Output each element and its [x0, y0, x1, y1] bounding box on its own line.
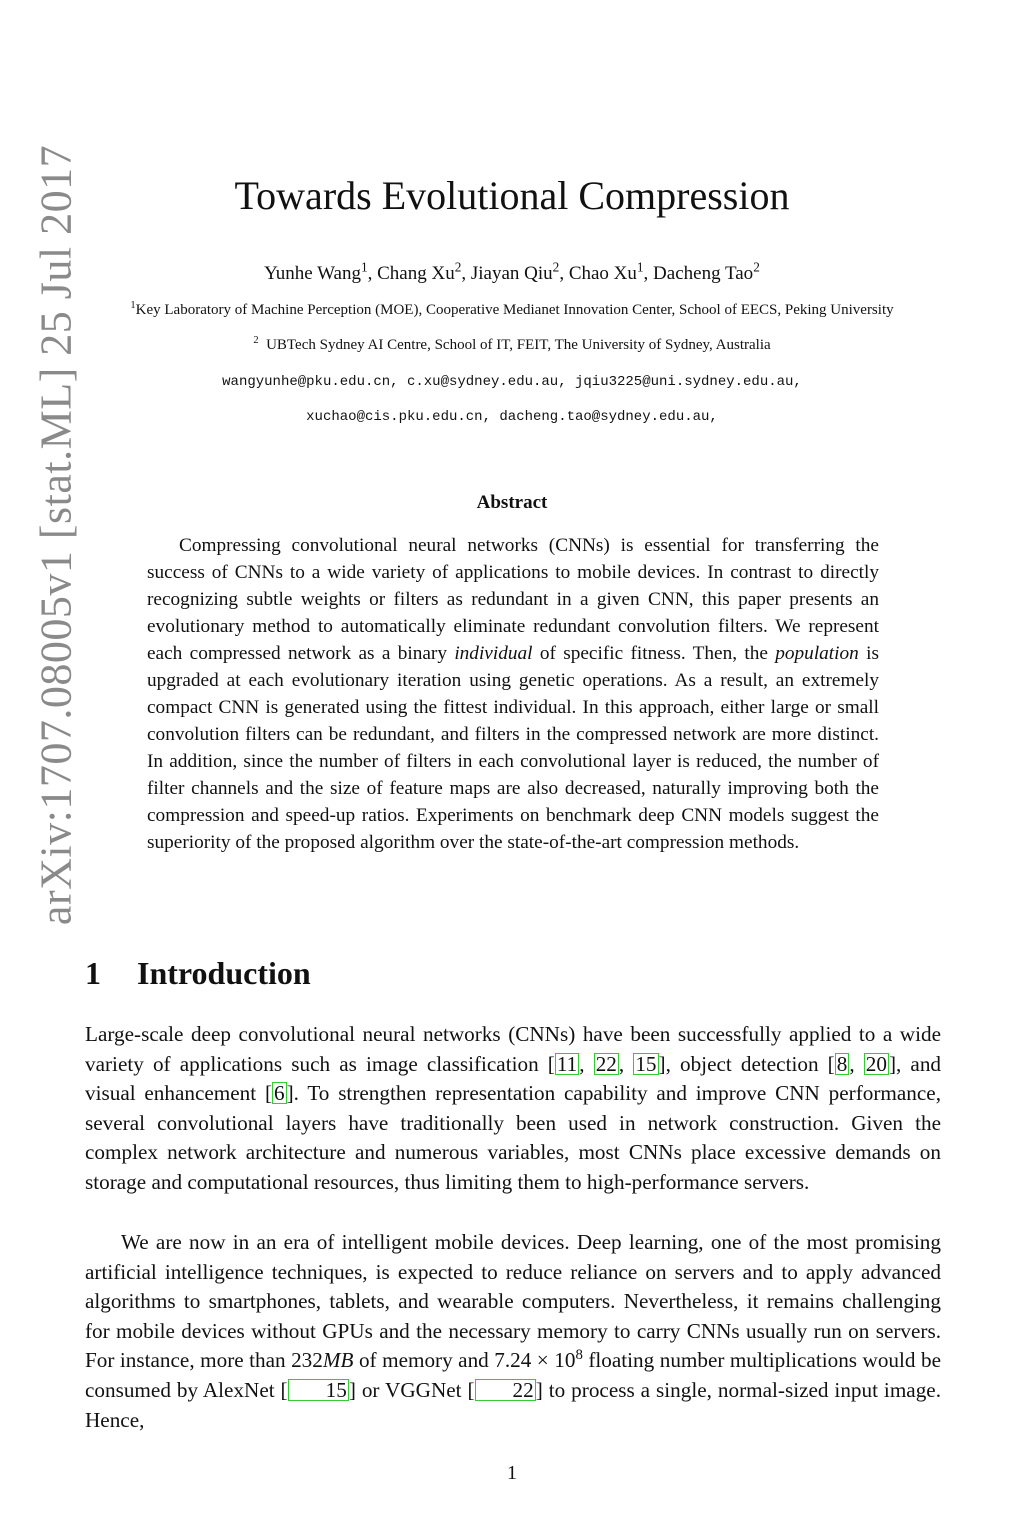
affiliation-mark: 1	[636, 259, 644, 275]
author-name: , Dacheng Tao	[643, 263, 754, 284]
paragraph-text: ], object detection [	[658, 1051, 835, 1076]
affiliation-2	[0, 337, 1024, 354]
arxiv-identifier: arXiv:1707.08005v1 [stat.ML] 25 Jul 2017	[31, 144, 80, 926]
citation-link[interactable]: 11	[556, 1051, 578, 1076]
affiliation-1	[0, 302, 1024, 319]
abstract-text: is upgraded at each evolutionary iteration using genetic operations. As a result, an extremely compact CNN is generated using the fittest individual. In this approach, either large or small convolution filters can be redundant, and filters in the compressed network are more distinct. In addition, since the number of filters in each convolutional layer is reduced, the number of filter channels and the size of feature maps are also decreased, naturally improving both the compression and speed-up ratios. Experiments on benchmark deep CNN models suggest the superiority of the proposed algorithm over the state-of-the-art compression methods.	[147, 643, 879, 853]
section-number: 1	[85, 955, 101, 991]
author-name: , Chao Xu	[559, 263, 637, 284]
section-title: Introduction	[137, 955, 311, 991]
paragraph-text: floating number multiplications would be consumed by AlexNet [	[85, 1348, 941, 1402]
citation-link[interactable]: 22	[595, 1051, 617, 1076]
unit-emphasis: MB	[322, 1348, 354, 1373]
citation-separator: ,	[849, 1051, 864, 1076]
paragraph-text: of memory and 7.24 × 10	[353, 1348, 576, 1373]
paragraph-text: Large-scale deep convolutional neural networks (CNNs) have been successfully applied to a wide variety of applications such as image classification [	[85, 1022, 941, 1076]
section-heading-introduction	[85, 955, 311, 992]
abstract-emphasis: population	[775, 643, 859, 664]
affiliation-mark: 2	[454, 259, 462, 275]
citation-link[interactable]: 15	[635, 1051, 657, 1076]
citation-link[interactable]: 20	[865, 1051, 887, 1076]
affiliation-mark: 2	[753, 259, 760, 275]
exponent: 8	[575, 1347, 583, 1364]
affiliation-text: Key Laboratory of Machine Perception (MOE), Cooperative Medianet Innovation Center, School of EECS, Peking University	[135, 302, 894, 318]
citation-link[interactable]: 6	[274, 1081, 285, 1106]
paper-title: Towards Evolutional Compression	[234, 173, 790, 218]
citation-link[interactable]: 22	[475, 1379, 536, 1401]
citation-separator: ,	[618, 1051, 634, 1076]
abstract-text: Compressing convolutional neural networks (CNNs) is essential for transferring the success of CNNs to a wide variety of applications to mobile devices. In contrast to directly recognizing subtle weights or filters as redundant in a given CNN, this paper presents an evolutionary method to automatically eliminate redundant convolution filters. We represent each compressed network as a binary	[147, 535, 879, 664]
paragraph-text: We are now in an era of intelligent mobile devices. Deep learning, one of the most promising artificial intelligence techniques, is expected to reduce reliance on servers and to apply advanced algorithms to smartphones, tablets, and wearable computers. Nevertheless, it remains challenging for mobile devices without GPUs and the necessary memory to carry CNNs usually run on servers. For instance, more than 232	[85, 1230, 941, 1373]
paragraph-text: ]. To strengthen representation capability and improve CNN performance, several convolutional layers have traditionally been used in network construction. Given the complex network architecture and numerous variables, most CNNs place excessive demands on storage and computational resources, thus limiting them to high-performance servers.	[85, 1081, 941, 1194]
author-list	[0, 259, 1024, 285]
paragraph-text: ] to process a single, normal-sized input image. Hence,	[85, 1377, 942, 1432]
citation-link[interactable]: 15	[288, 1379, 349, 1401]
arxiv-sidebar	[18, 95, 93, 975]
affiliation-mark: 1	[130, 300, 136, 311]
affiliation-mark: 1	[360, 259, 368, 275]
paragraph-text: ], and visual enhancement [	[85, 1051, 942, 1106]
citation-separator: ,	[579, 1051, 594, 1076]
intro-paragraph-2	[85, 1228, 941, 1435]
author-name: Yunhe Wang	[264, 263, 361, 284]
author-name: , Jiayan Qiu	[461, 263, 553, 284]
affiliation-mark: 2	[552, 259, 560, 275]
affiliation-mark: 2	[253, 335, 259, 346]
citation-link[interactable]: 8	[836, 1051, 848, 1076]
page-number: 1	[507, 1462, 517, 1484]
abstract-heading: Abstract	[476, 492, 548, 513]
abstract-text: of specific fitness. Then, the	[532, 643, 776, 664]
affiliation-text: UBTech Sydney AI Centre, School of IT, FEIT, The University of Sydney, Australia	[266, 337, 771, 353]
email-line-2[interactable]: xuchao@cis.pku.edu.cn, dacheng.tao@sydney.edu.au,	[306, 409, 718, 425]
author-name: , Chang Xu	[367, 263, 455, 284]
intro-paragraph-1	[85, 1020, 941, 1198]
abstract-emphasis: individual	[454, 643, 533, 664]
paragraph-text: ] or VGGNet [	[348, 1377, 475, 1402]
email-line-1[interactable]: wangyunhe@pku.edu.cn, c.xu@sydney.edu.au, jqiu3225@uni.sydney.edu.au,	[222, 374, 802, 390]
abstract-body	[147, 532, 879, 856]
